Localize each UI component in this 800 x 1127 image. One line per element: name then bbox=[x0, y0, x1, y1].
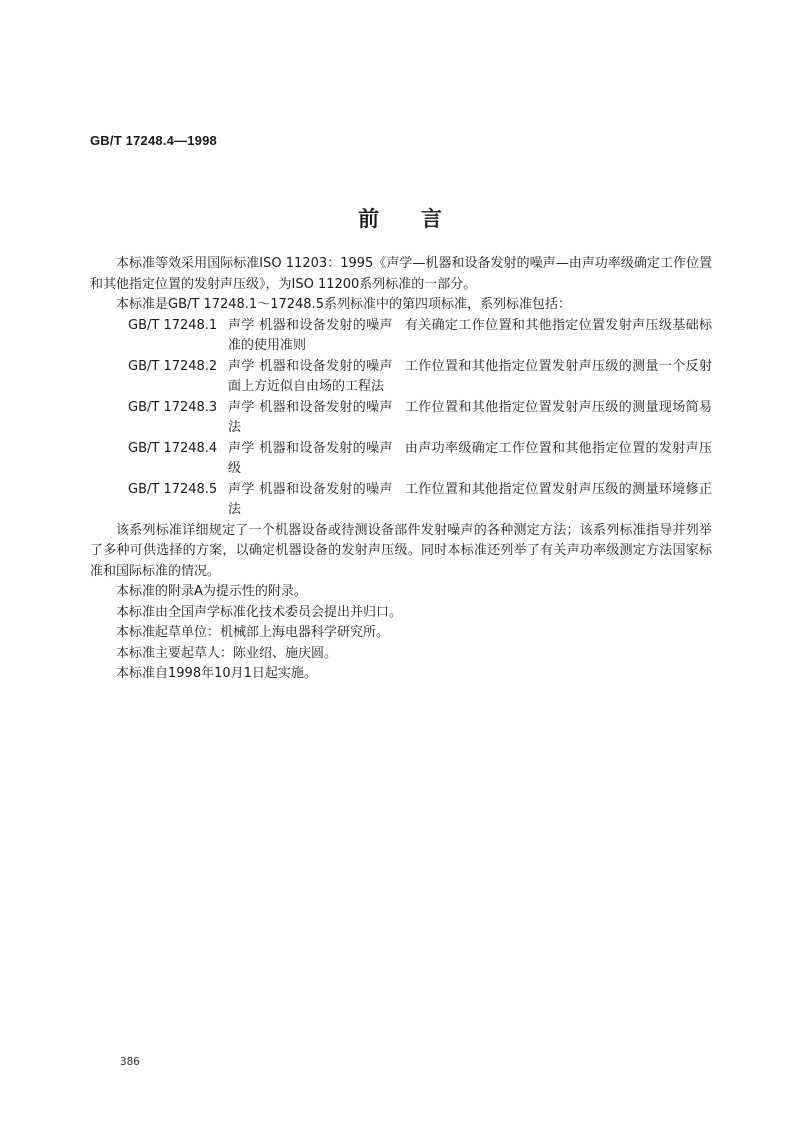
standard-code: GB/T 17248.4—1998 bbox=[90, 133, 217, 148]
paragraph-annex: 本标准的附录A为提示性的附录。 bbox=[116, 584, 307, 599]
series-item-code: GB/T 17248.5 bbox=[128, 481, 218, 497]
page-number: 386 bbox=[120, 1055, 140, 1068]
series-item-desc: 声学 机器和设备发射的噪声 工作位置和其他指定位置发射声压级的测量环境修正法 bbox=[228, 481, 712, 517]
paragraph-drafters: 本标准主要起草人：陈业绍、施庆圆。 bbox=[116, 645, 338, 661]
series-item bbox=[90, 398, 712, 439]
series-item bbox=[90, 316, 712, 357]
paragraph-proposer: 本标准由全国声学标准化技术委员会提出并归口。 bbox=[116, 604, 403, 620]
series-item-desc: 声学 机器和设备发射的噪声 由声功率级确定工作位置和其他指定位置的发射声压级 bbox=[228, 440, 712, 476]
series-item-code: GB/T 17248.1 bbox=[128, 317, 218, 333]
series-item-code: GB/T 17248.2 bbox=[128, 358, 218, 374]
document-body bbox=[90, 254, 712, 685]
paragraph-drafting-unit: 本标准起草单位：机械部上海电器科学研究所。 bbox=[116, 625, 390, 640]
series-item bbox=[90, 480, 712, 521]
paragraph-effective-date: 本标准自1998年10月1日起实施。 bbox=[116, 666, 317, 681]
series-item-code: GB/T 17248.4 bbox=[128, 440, 218, 456]
series-item-code: GB/T 17248.3 bbox=[128, 399, 218, 415]
series-item-desc: 声学 机器和设备发射的噪声 工作位置和其他指定位置发射声压级的测量现场简易法 bbox=[228, 399, 712, 435]
series-item bbox=[90, 357, 712, 398]
paragraph-intro: 本标准等效采用国际标准ISO 11203：1995《声学—机器和设备发射的噪声—由声功率级确定工作位置和其他指定位置的发射声压级》，为ISO 11200系列标准的一部分。 bbox=[90, 256, 712, 292]
series-item-desc: 声学 机器和设备发射的噪声 工作位置和其他指定位置发射声压级的测量一个反射面上方近似自由场的工程法 bbox=[228, 358, 712, 394]
series-item-desc: 声学 机器和设备发射的噪声 有关确定工作位置和其他指定位置发射声压级基础标准的使用准则 bbox=[228, 317, 712, 353]
paragraph-series: 本标准是GB/T 17248.1～17248.5系列标准中的第四项标准，系列标准包括： bbox=[116, 297, 571, 312]
series-item bbox=[90, 439, 712, 480]
paragraph-description: 该系列标准详细规定了一个机器设备或待测设备部件发射噪声的各种测定方法；该系列标准指导并列举了多种可供选择的方案，以确定机器设备的发射声压级。同时本标准还列举了有关声功率级测定方法国家标准和国际标准的情况。 bbox=[90, 522, 712, 579]
page-title: 前言 bbox=[358, 207, 484, 231]
